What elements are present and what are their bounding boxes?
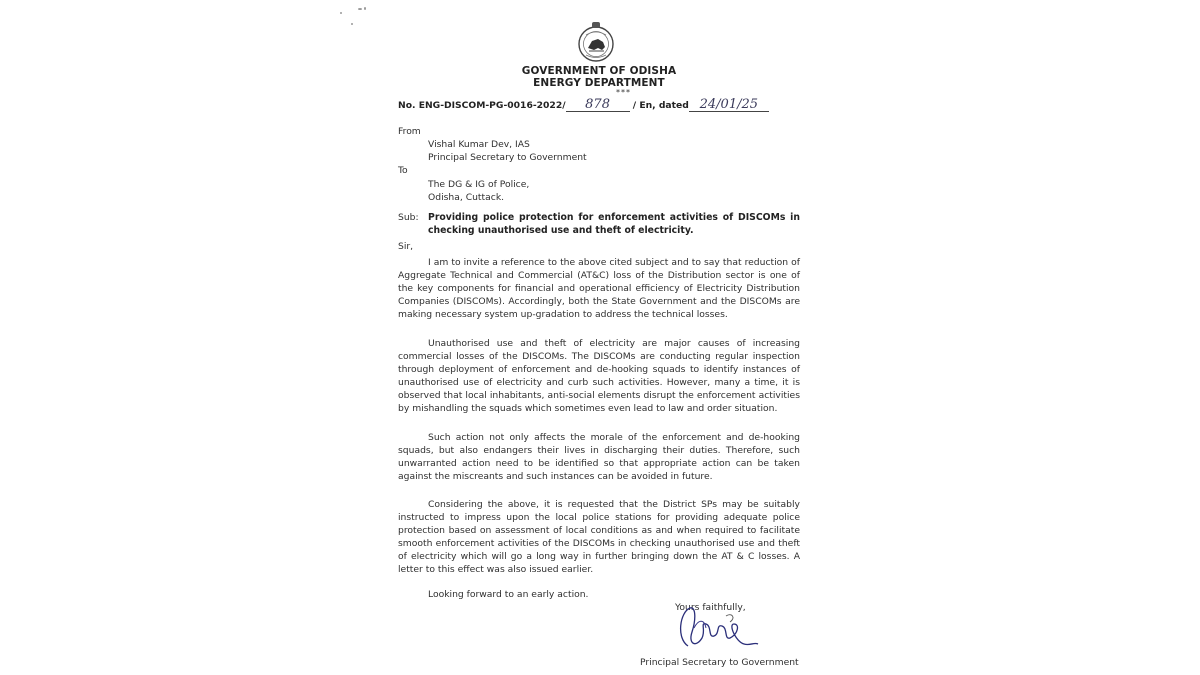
paragraph-3: Such action not only affects the morale of the enforcement and de-hooking squads, but also endangers their lives in discharging their duties. Therefore, such unwarranted action need to be identified so that appropriate action can be taken against the miscreants and such instances can be avoided in future. <box>398 432 800 483</box>
odisha-state-emblem-icon <box>574 20 618 64</box>
department-heading: ENERGY DEPARTMENT <box>533 77 665 89</box>
sender-designation: Principal Secretary to Government <box>428 152 587 163</box>
recipient-line-2: Odisha, Cuttack. <box>428 192 505 203</box>
handwritten-signature-icon <box>666 598 786 660</box>
scan-specks <box>338 6 368 26</box>
paragraph-4: Considering the above, it is requested that the District SPs may be suitably instructed to impress upon the local police stations for providing adequate police protection based on assessment of local conditions as and when required to facilitate smooth enforcement activities of the DISCOMs in checking unauthorised use and theft of electricity which will go a long way in further bringing down the AT & C losses. A letter to this effect was also issued earlier. <box>398 499 800 576</box>
government-heading: GOVERNMENT OF ODISHA <box>521 65 677 77</box>
reference-date: 24/01/25 <box>689 99 769 112</box>
sender-name: Vishal Kumar Dev, IAS <box>428 139 530 150</box>
reference-prefix: No. ENG-DISCOM-PG-0016-2022/ <box>398 100 566 111</box>
reference-line <box>398 99 769 112</box>
salutation: Sir, <box>398 241 414 252</box>
valediction: Yours faithfully, <box>675 602 746 613</box>
subject-label: Sub: <box>398 212 419 223</box>
paragraph-5: Looking forward to an early action. <box>428 589 589 600</box>
letter-page <box>398 0 800 675</box>
header-stars: *** <box>616 88 631 97</box>
reference-number: 878 <box>566 99 630 112</box>
paragraph-1: I am to invite a reference to the above cited subject and to say that reduction of Aggregate Technical and Commercial (AT&C) loss of the Distribution sector is one of the key components for financial and operational efficiency of Electricity Distribution Companies (DISCOMs). Accordingly, both the State Government and the DISCOMs are making necessary system up-gradation to address the technical losses. <box>398 257 800 321</box>
subject-text: Providing police protection for enforcement activities of DISCOMs in checking unauthorised use and theft of electricity. <box>428 212 800 237</box>
from-label: From <box>398 126 421 137</box>
signatory-designation: Principal Secretary to Government <box>640 657 799 668</box>
recipient-line-1: The DG & IG of Police, <box>428 179 530 190</box>
reference-mid: / En, dated <box>632 100 689 111</box>
to-label: To <box>398 165 408 176</box>
paragraph-2: Unauthorised use and theft of electricity are major causes of increasing commercial losses of the DISCOMs. The DISCOMs are conducting regular inspection through deployment of enforcement and de-hooking squads to identify instances of unauthorised use of electricity and curb such activities. However, many a time, it is observed that local inhabitants, anti-social elements disrupt the enforcement activities by mishandling the squads which sometimes even lead to law and order situation. <box>398 338 800 415</box>
